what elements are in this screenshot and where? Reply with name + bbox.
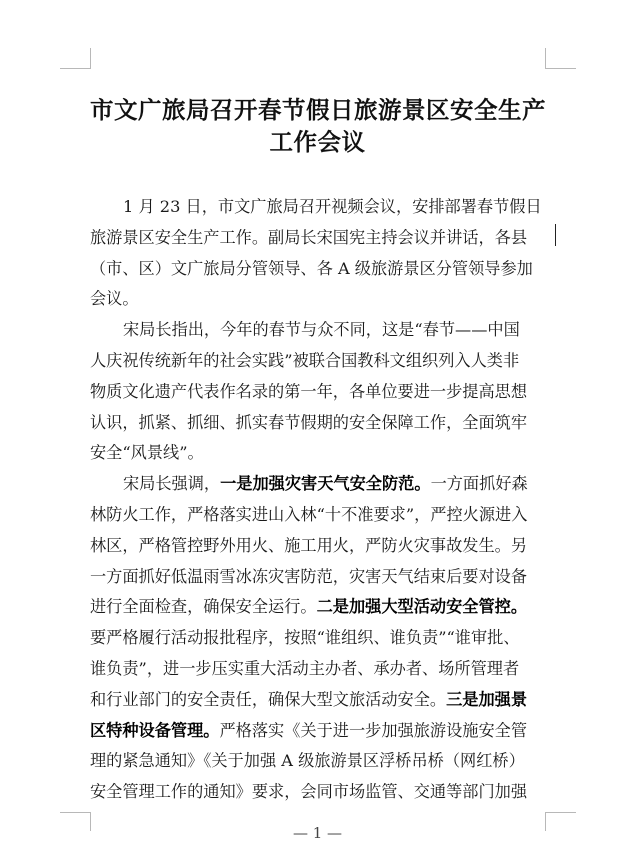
text-line <box>90 746 552 777</box>
body-text: 一方面抓好森 <box>430 474 528 494</box>
document-body[interactable] <box>90 192 552 808</box>
emphasis-text: 区特种设备管理。 <box>90 720 220 740</box>
body-text: 宋局长强调， <box>123 474 221 494</box>
body-text: 进行全面检查，确保安全运行。 <box>90 597 317 617</box>
page-number: — 1 — <box>292 824 343 842</box>
title-line-1: 市文广旅局召开春节假日旅游景区安全生产 <box>90 96 546 124</box>
text-line <box>90 284 552 315</box>
text-line <box>90 438 552 469</box>
body-text: 安全“风景线”。 <box>90 443 204 463</box>
body-text: 要严格履行活动报批程序，按照“谁组织、谁负责”“谁审批、 <box>90 628 520 648</box>
body-text: 旅游景区安全生产工作。副局长宋国宪主持会议并讲话，各县 <box>90 227 528 247</box>
text-line <box>90 654 552 685</box>
text-line <box>90 500 552 531</box>
body-text: 一方面抓好低温雨雪冰冻灾害防范，灾害天气结束后要对设备 <box>90 566 528 586</box>
text-line <box>90 377 552 408</box>
body-text: （市、区）文广旅局分管领导、各 A 级旅游景区分管领导参加 <box>90 258 533 278</box>
body-text: 安全管理工作的通知》要求，会同市场监管、交通等部门加强 <box>90 782 528 802</box>
crop-mark-top-right <box>545 48 576 69</box>
body-text: 物质文化遗产代表作名录的第一年，各单位要进一步提高思想 <box>90 381 528 401</box>
text-line <box>90 254 552 285</box>
text-line <box>90 592 552 623</box>
paragraph-2 <box>90 315 552 469</box>
crop-mark-top-left <box>60 48 91 69</box>
body-text: 和行业部门的安全责任，确保大型文旅活动安全。 <box>90 689 447 709</box>
body-text: 林区，严格管控野外用火、施工用火，严防火灾事故发生。另 <box>90 535 528 555</box>
text-line <box>90 223 552 254</box>
paragraph-3 <box>90 469 552 808</box>
body-text: 宋局长指出，今年的春节与众不同，这是“春节——中国 <box>123 320 520 340</box>
title-line-2: 工作会议 <box>269 128 366 156</box>
emphasis-text: 三是加强景 <box>446 689 528 709</box>
body-text: 认识，抓紧、抓细、抓实春节假期的安全保障工作，全面筑牢 <box>90 412 528 432</box>
text-line <box>90 562 552 593</box>
text-line <box>90 685 552 716</box>
body-text: 会议。 <box>90 289 139 309</box>
text-line <box>90 192 552 223</box>
body-text: 谁负责”，进一步压实重大活动主办者、承办者、场所管理者 <box>90 658 520 678</box>
body-text: 严格落实《关于进一步加强旅游设施安全管 <box>219 720 528 740</box>
emphasis-text: 一是加强灾害天气安全防范。 <box>220 474 431 494</box>
text-line <box>90 469 552 500</box>
text-line <box>90 777 552 808</box>
text-line <box>90 531 552 562</box>
body-text: 1 月 23 日，市文广旅局召开视频会议，安排部署春节假日 <box>123 197 542 216</box>
text-line <box>90 716 552 747</box>
text-line <box>90 623 552 654</box>
emphasis-text: 二是加强大型活动安全管控。 <box>316 597 528 617</box>
body-text: 理的紧急通知》《关于加强 A 级旅游景区浮桥吊桥（网红桥） <box>90 751 525 771</box>
body-text: 人庆祝传统新年的社会实践”被联合国教科文组织列入人类非 <box>90 350 520 370</box>
paragraph-1 <box>90 192 552 315</box>
document-title <box>90 94 545 158</box>
body-text: 林防火工作，严格落实进山入林“十不准要求”，严控火源进入 <box>90 504 528 524</box>
text-line <box>90 408 552 439</box>
text-line <box>90 346 552 377</box>
text-cursor <box>555 224 556 246</box>
text-line <box>90 315 552 346</box>
